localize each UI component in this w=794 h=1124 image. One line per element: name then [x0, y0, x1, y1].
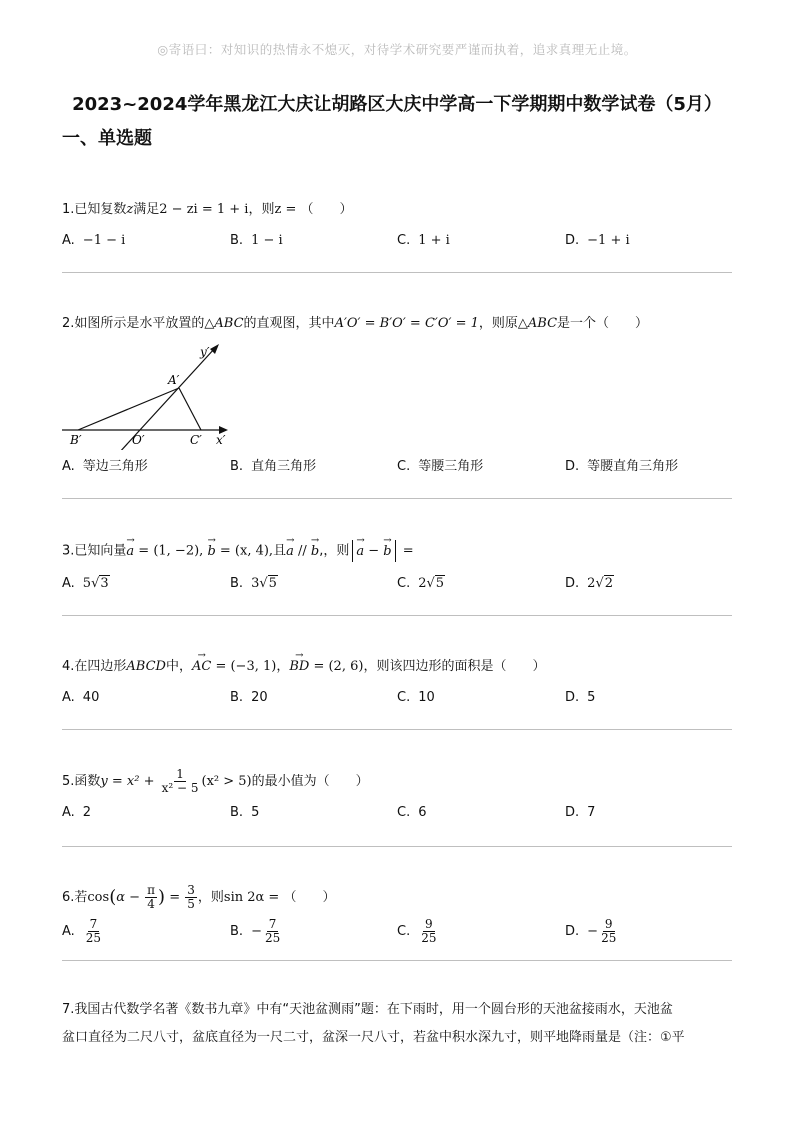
q4-option-d[interactable]: D. 5 — [565, 690, 596, 705]
question-divider — [62, 846, 732, 847]
q6-option-b[interactable]: B. − $\frac{7}{25}$ — [230, 917, 281, 945]
side-a-c — [179, 388, 201, 430]
q2-option-b[interactable]: B. 直角三角形 — [230, 459, 317, 474]
label-a-prime: A′ — [168, 373, 180, 387]
question-divider — [62, 498, 732, 499]
oblique-view-figure — [60, 338, 240, 450]
question-7-stem — [62, 996, 732, 1052]
q5-option-b[interactable]: B. 5 — [230, 805, 260, 820]
label-c-prime: C′ — [190, 433, 202, 447]
exam-title: 2023~2024学年黑龙江大庆让胡路区大庆中学高一下学期期中数学试卷（5月） — [72, 94, 722, 115]
question-2-stem: 2.如图所示是水平放置的△ABC的直观图，其中A′O′ = B′O′ = C′O′ = 1，则原△ABC是一个（ ） — [62, 316, 649, 331]
q7-line-2: 盆口直径为二尺八寸，盆底直径为一尺二寸，盆深一尺八寸，若盆中积水深九寸，则平地降雨量是（注：①平 — [62, 1030, 685, 1045]
section-heading: 一、单选题 — [62, 128, 152, 149]
question-6-stem: 6.若cos(α − $\frac{\pi}{4}$ ) = $\frac{3}{5}$ ，则sin 2α = （ ） — [62, 883, 336, 911]
q3-option-a[interactable]: A. 5√3 — [62, 576, 109, 591]
question-divider — [62, 272, 732, 273]
q7-line-1: 7.我国古代数学名著《数书九章》中有“天池盆测雨”题：在下雨时，用一个圆台形的天池盆接雨水，天池盆 — [62, 1002, 673, 1017]
q3-option-c[interactable]: C. 2√5 — [397, 576, 445, 591]
question-divider — [62, 729, 732, 730]
header-motto: ◎寄语曰：对知识的热情永不熄灭，对待学术研究要严谨而执着，追求真理无止境。 — [157, 42, 637, 57]
q1-option-a[interactable]: A. −1 − i — [62, 233, 126, 248]
question-1-stem: 1.已知复数z满足2 − zi = 1 + i，则z = （ ） — [62, 202, 353, 217]
q6-option-d[interactable]: D. − $\frac{9}{25}$ — [565, 917, 617, 945]
q6-option-a[interactable]: A. $\frac{7}{25}$ — [62, 917, 102, 945]
q5-option-a[interactable]: A. 2 — [62, 805, 92, 820]
q2-option-a[interactable]: A. 等边三角形 — [62, 459, 148, 474]
fraction: $\frac{1}{\text{x² − 5}}$ — [161, 767, 199, 795]
q2-option-d[interactable]: D. 等腰直角三角形 — [565, 459, 679, 474]
label-o-prime: O′ — [132, 433, 145, 447]
q1-option-d[interactable]: D. −1 + i — [565, 233, 630, 248]
label-x-prime: x′ — [216, 433, 226, 447]
q4-option-c[interactable]: C. 10 — [397, 690, 435, 705]
q2-option-c[interactable]: C. 等腰三角形 — [397, 459, 484, 474]
label-y-prime: y′ — [200, 345, 210, 359]
q5-option-d[interactable]: D. 7 — [565, 805, 596, 820]
q1-option-b[interactable]: B. 1 − i — [230, 233, 283, 248]
q4-option-a[interactable]: A. 40 — [62, 690, 100, 705]
q3-option-b[interactable]: B. 3√5 — [230, 576, 277, 591]
question-divider — [62, 615, 732, 616]
label-b-prime: B′ — [70, 433, 82, 447]
q1-option-c[interactable]: C. 1 + i — [397, 233, 450, 248]
question-5-stem: 5.函数y = x² + $\frac{1}{\text{x² − 5}}$ (x² > 5)的最小值为（ ） — [62, 767, 369, 795]
q4-option-b[interactable]: B. 20 — [230, 690, 268, 705]
question-divider — [62, 960, 732, 961]
question-3-stem: 3.已知向量→ a = (1, −2), → b = (x, 4),且→ a // → b,，则→ a − → b = — [62, 540, 414, 562]
question-4-stem: 4.在四边形ABCD中，→ AC = (−3, 1)，→ BD = (2, 6)，则该四边形的面积是（ ） — [62, 657, 545, 677]
side-b-a — [78, 388, 179, 430]
q6-option-c[interactable]: C. $\frac{9}{25}$ — [397, 917, 437, 945]
q5-option-c[interactable]: C. 6 — [397, 805, 427, 820]
q3-option-d[interactable]: D. 2√2 — [565, 576, 614, 591]
